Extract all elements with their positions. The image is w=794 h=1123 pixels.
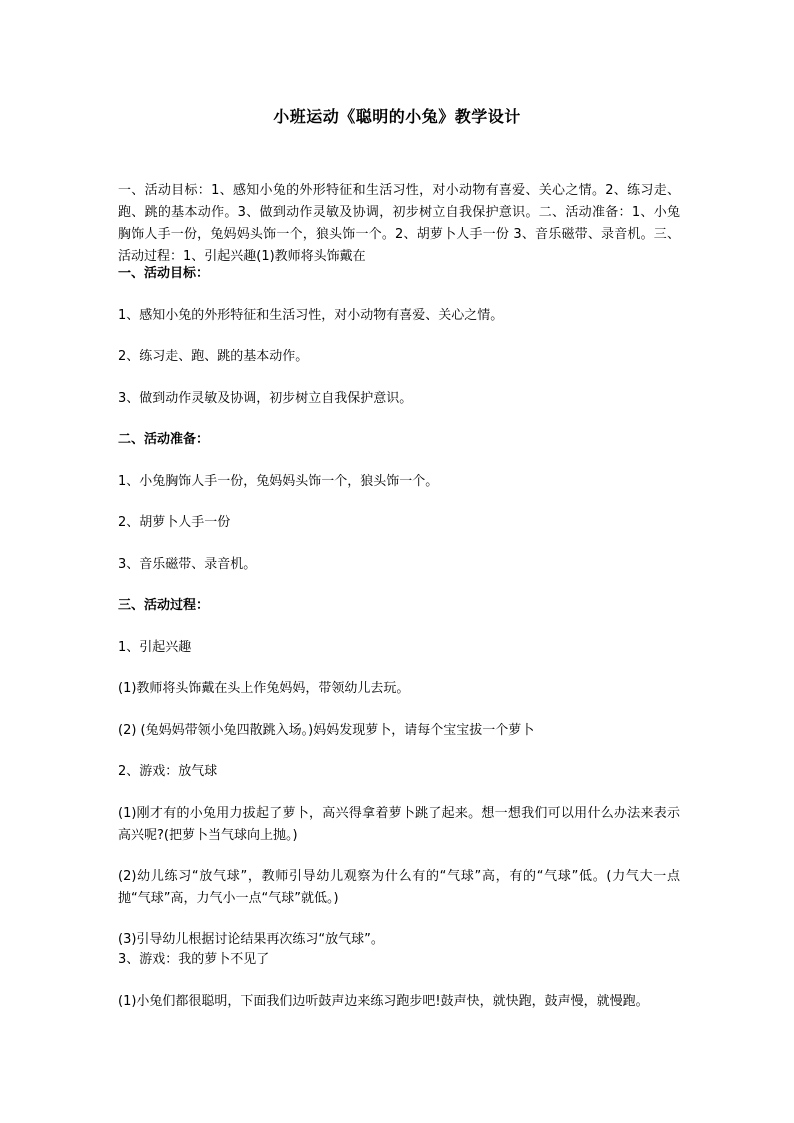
preparation-item: 1、小兔胸饰人手一份，兔妈妈头饰一个，狼头饰一个。 [118, 474, 439, 489]
goal-item: 1、感知小兔的外形特征和生活习性，对小动物有喜爱、关心之情。 [118, 308, 504, 323]
section-heading-preparation: 二、活动准备： [118, 432, 210, 447]
preparation-item: 2、胡萝卜人手一份 [118, 515, 231, 530]
step-item: (3)引导幼儿根据讨论结果再次练习“放气球”。 [118, 932, 384, 947]
step-item: (1)小兔们都很聪明，下面我们边听鼓声边来练习跑步吧!鼓声快，就快跑，鼓声慢，就慢跑。 [118, 994, 649, 1009]
section-heading-goals: 一、活动目标： [118, 266, 210, 281]
document-title: 小班运动《聪明的小兔》教学设计 [273, 107, 521, 126]
section-heading-process: 三、活动过程： [118, 598, 210, 613]
step-item: (1)刚才有的小兔用力拔起了萝卜，高兴得拿着萝卜跳了起来。想一想我们可以用什么办法来表示高兴呢?(把萝卜当气球向上抛。) [118, 806, 680, 843]
step-title: 2、游戏：放气球 [118, 764, 218, 779]
step-title: 1、引起兴趣 [118, 640, 192, 655]
preparation-item: 3、音乐磁带、录音机。 [118, 557, 257, 572]
step-item: (2)幼儿练习“放气球”，教师引导幼儿观察为什么有的“气球”高，有的“气球”低。(力气大一点抛“气球”高，力气小一点“气球”就低。) [118, 869, 680, 906]
step-item: (2) (兔妈妈带领小兔四散跳入场。)妈妈发现萝卜，请每个宝宝拔一个萝卜 [118, 723, 535, 738]
step-item: (1)教师将头饰戴在头上作兔妈妈，带领幼儿去玩。 [118, 681, 410, 696]
goal-item: 3、做到动作灵敏及协调，初步树立自我保护意识。 [118, 391, 413, 406]
goal-item: 2、练习走、跑、跳的基本动作。 [118, 349, 309, 364]
intro-paragraph: 一、活动目标：1、感知小兔的外形特征和生活习性，对小动物有喜爱、关心之情。2、练习走、跑、跳的基本动作。3、做到动作灵敏及协调，初步树立自我保护意识。二、活动准备：1、小兔胸饰人手一份，兔妈妈头饰一个，狼头饰一个。2、胡萝卜人手一份 3、音乐磁带、录音机。三、活动过程：1、引起兴趣(1)教师将头饰戴在 [118, 183, 680, 264]
step-title: 3、游戏：我的萝卜不见了 [118, 952, 270, 967]
